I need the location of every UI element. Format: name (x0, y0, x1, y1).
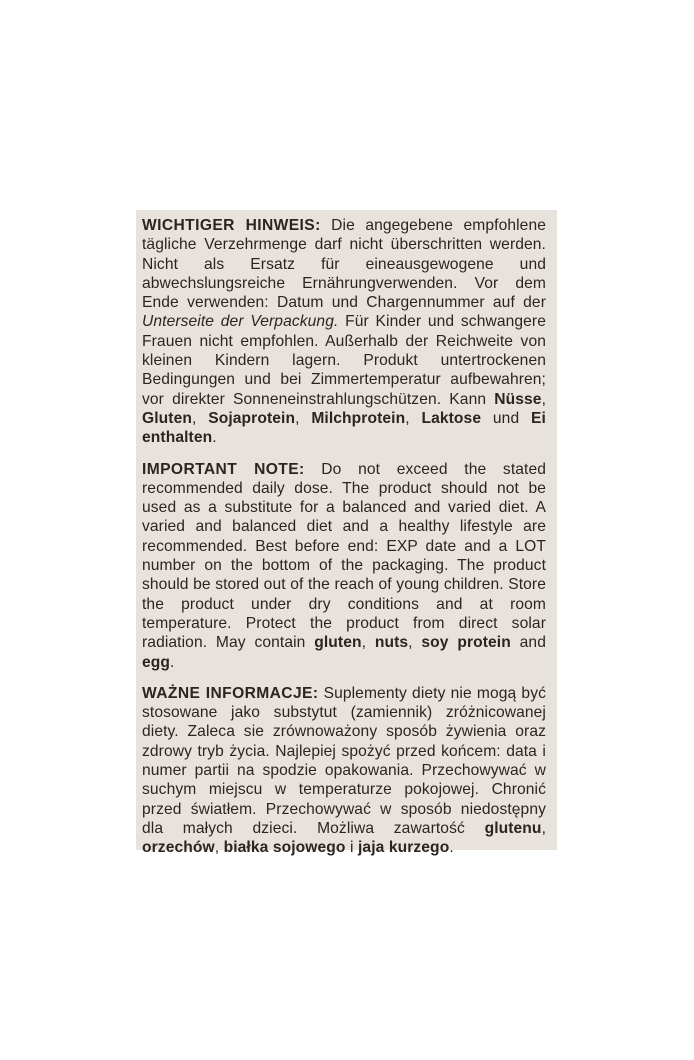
german-text-cont: Für Kinder und schwangere Frauen nicht empfohlen. Außerhalb der Reichweite von kleinen Kindern lagern. Produkt untertrockenen Bedingungen und bei Zimmertemperatur aufbewahren; vor direkter Sonneneinstrahlungschützen. Kann (142, 313, 546, 408)
german-allergen-lactose: Laktose (421, 409, 482, 427)
polish-text: Suplementy diety nie mogą być stosowane jako substytut (zamiennik) zróżnicowanej diety. Zaleca sie zrównoważony sposób żywienia oraz zdrowy tryb życia. Najlepiej spożyć przed końcem: data i numer partii na spodzie opakowania. Przechowywać w suchym miejscu w temperaturze pokojowej. Chronić przed światłem. Przechowywać w sposób niedostępny dla małych dzieci. Możliwa zawartość (142, 684, 546, 837)
separator: , (191, 409, 209, 427)
polish-allergen-nuts: orzechów (142, 839, 215, 857)
german-allergen-soy: Sojaprotein (208, 409, 296, 427)
german-allergen-gluten: Gluten (142, 409, 192, 427)
separator: i (345, 839, 358, 857)
german-text-italic: Unterseite der Verpackung. (142, 313, 339, 331)
english-text: Do not exceed the stated recommended daily dose. The product should not be used as a substitute for a balanced and varied diet. A varied and balanced diet and a healthy lifestyle are recommended. Best before end: EXP date and a LOT number on the bottom of the packaging. The product should be stored out of the reach of young children. Store the product under dry conditions and at room temperature. Protect the product from direct solar radiation. May contain (142, 460, 546, 652)
separator: , (541, 390, 546, 408)
separator: , (295, 409, 312, 427)
separator: , (408, 634, 422, 652)
german-heading: WICHTIGER HINWEIS: (142, 217, 321, 234)
label-text (142, 216, 546, 858)
english-allergen-gluten: gluten (314, 634, 362, 652)
english-allergen-egg: egg (142, 653, 171, 671)
separator: , (361, 634, 375, 652)
separator: und (481, 409, 532, 427)
separator: and (510, 634, 546, 652)
german-allergen-egg: Ei enthalten (142, 409, 546, 447)
period: . (212, 429, 217, 447)
polish-allergen-egg: jaja kurzego (357, 839, 450, 857)
english-notice (142, 460, 546, 672)
german-notice (142, 216, 546, 448)
german-allergen-milk: Milchprotein (311, 409, 406, 427)
german-text: Die angegebene empfohlene tägliche Verzehrmenge darf nicht überschritten werden. Nicht als Ersatz für eineausgewogene und abwechslungsreiche Ernährungverwenden. Vor dem Ende verwenden: Datum und Chargennummer auf der (142, 217, 546, 312)
period: . (449, 839, 454, 857)
english-allergen-nuts: nuts (374, 634, 409, 652)
polish-allergen-soy: białka sojowego (223, 839, 346, 857)
separator: , (405, 409, 422, 427)
polish-notice (142, 684, 546, 858)
polish-heading: WAŻNE INFORMACJE: (142, 684, 319, 702)
german-allergen-nuts: Nüsse (494, 390, 542, 408)
english-heading: IMPORTANT NOTE: (142, 460, 305, 478)
separator: , (214, 839, 224, 857)
polish-allergen-gluten: glutenu (484, 819, 542, 837)
english-allergen-soy: soy protein (421, 634, 511, 652)
separator: , (541, 819, 546, 837)
period: . (170, 653, 175, 671)
